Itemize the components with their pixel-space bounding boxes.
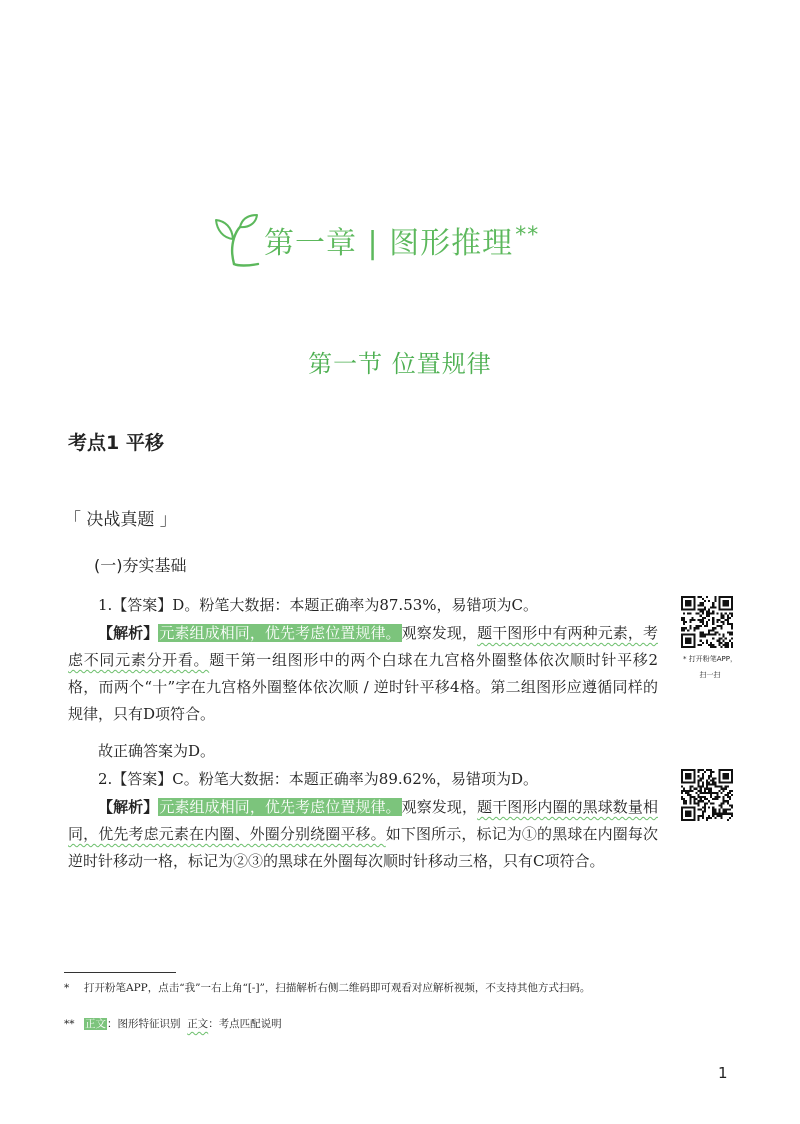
q2-answer-line: 2.【答案】C。粉笔大数据：本题正确率为89.62%，易错项为D。 — [98, 770, 539, 788]
sprout-icon — [214, 212, 260, 268]
footnote-1 — [64, 980, 664, 996]
qr-caption-line1: * 打开粉笔APP， — [683, 655, 737, 663]
q2-text-a: 观察发现， — [401, 798, 478, 816]
subsection-title: (一)夯实基础 — [94, 556, 187, 575]
q1-answer-line: 1.【答案】D。粉笔大数据：本题正确率为87.53%，易错项为C。 — [98, 596, 539, 614]
qr-caption — [668, 651, 752, 683]
q1-highlight: 元素组成相同，优先考虑位置规律。 — [159, 624, 401, 642]
footnote-2-wavy: 正文 — [187, 1018, 209, 1030]
q1-analysis — [68, 620, 658, 728]
footnote-2-mark: ** — [64, 1018, 75, 1030]
qr-code[interactable] — [681, 596, 733, 648]
q1-conclusion: 故正确答案为D。 — [98, 742, 216, 760]
footnote-2-text-b: ：考点匹配说明 — [208, 1018, 282, 1030]
section-title: 第一节 位置规律 — [308, 350, 492, 378]
footnote-1-text: 打开粉笔APP，点击“我”一右上角“[-]”，扫描解析右侧二维码即可观看对应解析视频，不支持其他方式扫码。 — [84, 982, 591, 994]
footnote-divider — [64, 972, 176, 973]
q1-text-a: 观察发现， — [401, 624, 478, 642]
qr-caption-line2: 扫一扫 — [699, 671, 721, 679]
topic-title: 考点1 平移 — [68, 432, 164, 454]
qr-code[interactable] — [681, 769, 733, 821]
q2-analysis — [68, 794, 658, 875]
chapter-stars: ** — [515, 223, 540, 248]
chapter-heading: 第一章 | 图形推理** — [264, 223, 540, 261]
footnote-1-mark: * — [64, 982, 70, 994]
real-questions-label: 「 决战真题 」 — [64, 510, 177, 530]
q1-text-b: 题干第一组图形中的两个白球在九宫格外圈整体依次顺时针平移2格，而两个“十”字在九宫格外圈整体依次顺 / 逆时针平移4格。第二组图形应遵循同样的规律，只有D项符合。 — [68, 651, 658, 723]
footnote-2-highlight: 正文 — [85, 1018, 106, 1030]
q2-wavy-text: 题干图形内圈的黑球数量相同，优先考虑元素在内圈、外圈分别绕圈平移。 — [68, 798, 658, 843]
q1-wavy-text: 题干图形中有两种元素，考虑不同元素分开看。 — [68, 624, 658, 669]
chapter-title — [214, 208, 634, 272]
footnote-2-text-a: ：图形特征识别 — [107, 1018, 181, 1030]
q2-analysis-tag: 【解析】 — [98, 798, 159, 816]
footnote-2 — [64, 1016, 664, 1032]
page-number: 1 — [718, 1064, 728, 1082]
q1-analysis-tag: 【解析】 — [98, 624, 159, 642]
q2-text-b: 如下图所示，标记为①的黑球在内圈每次逆时针移动一格，标记为②③的黑球在外圈每次顺时针移动三格，只有C项符合。 — [68, 825, 658, 870]
q2-highlight: 元素组成相同，优先考虑位置规律。 — [159, 798, 401, 816]
